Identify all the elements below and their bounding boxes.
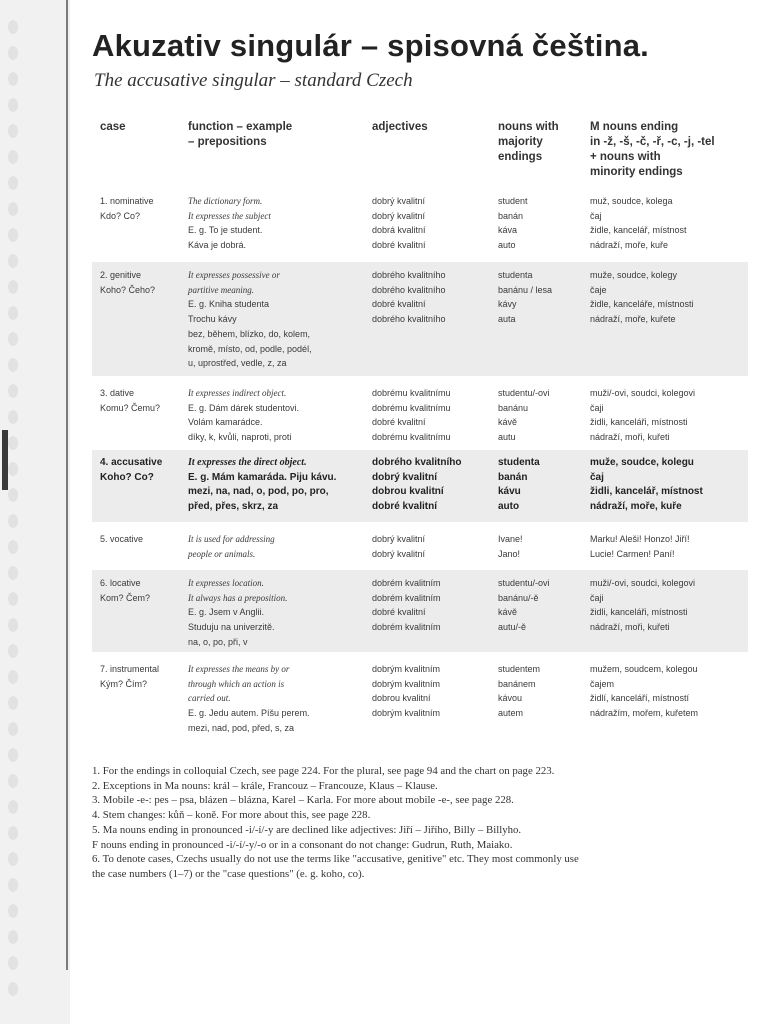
cell-case [100, 576, 186, 605]
minority-line: židli, kancelář, místnost [590, 486, 703, 498]
footnote-line: 2. Exceptions in Ma nouns: král – krále, Francouz – Francouze, Klaus – Klause. [92, 779, 438, 792]
function-line: na, o, po, při, v [188, 636, 248, 647]
header-majority-line: nouns with [498, 121, 559, 133]
cell-minority [590, 268, 748, 327]
header-majority [498, 120, 559, 165]
case-line: 6. locative [100, 578, 141, 588]
function-line: It expresses the means by or [188, 664, 290, 674]
majority-line: studenta [498, 270, 533, 280]
majority-line: studentem [498, 664, 541, 674]
minority-line: Lucie! Carmen! Paní! [590, 548, 675, 559]
cell-majority [498, 268, 586, 327]
binder-hole [8, 696, 18, 710]
cell-function [188, 386, 360, 445]
cell-function [188, 194, 360, 253]
binder-hole [8, 670, 18, 684]
function-line: E. g. Dám dárek studentovi. [188, 402, 300, 413]
binder-hole [8, 358, 18, 372]
minority-line: muži/-ovi, soudci, kolegovi [590, 578, 696, 588]
cell-majority [498, 386, 586, 445]
majority-line: student [498, 196, 528, 206]
function-line: The dictionary form. [188, 196, 263, 206]
page-subtitle: The accusative singular – standard Czech [94, 70, 413, 91]
page-title: Akuzativ singulár – spisovná čeština. [92, 28, 649, 63]
adjectives-line: dobrý kvalitní [372, 548, 426, 559]
case-line: 7. instrumental [100, 664, 160, 674]
minority-line: čaji [590, 592, 604, 603]
cell-minority [590, 532, 748, 561]
cell-case [100, 456, 186, 485]
cell-majority [498, 456, 586, 515]
edge-tab-mark [2, 430, 8, 490]
majority-line: banánu/-ě [498, 592, 539, 603]
adjectives-line: dobrém kvalitním [372, 578, 441, 588]
binder-hole [8, 982, 18, 996]
majority-line: autu/-ě [498, 622, 527, 633]
case-line: Komu? Čemu? [100, 402, 161, 413]
minority-line: židli, kanceláři, místnosti [590, 417, 688, 428]
majority-line: káva [498, 225, 518, 236]
binder-hole [8, 98, 18, 112]
majority-line: studentu/-ovi [498, 388, 550, 398]
cell-function [188, 576, 360, 650]
majority-line: banánem [498, 678, 536, 689]
binder-hole [8, 280, 18, 294]
table-row [92, 526, 748, 566]
binder-hole [8, 540, 18, 554]
minority-line: mužem, soudcem, kolegou [590, 664, 698, 674]
case-line: 2. genitive [100, 270, 142, 280]
binder-hole [8, 826, 18, 840]
function-line: E. g. To je student. [188, 225, 263, 236]
adjectives-line: dobrého kvalitního [372, 284, 446, 295]
footnote-line: 3. Mobile -e-: pes – psa, blázen – blázna, Karel – Karla. For more about mobile -e-, see page 228. [92, 794, 514, 807]
adjectives-line: dobrou kvalitní [372, 486, 444, 498]
binder-hole [8, 722, 18, 736]
cell-case [100, 662, 186, 691]
minority-line: čaj [590, 471, 604, 483]
majority-line: auto [498, 240, 516, 251]
function-line: E. g. Kniha studenta [188, 299, 270, 310]
cell-adjectives [372, 456, 490, 515]
footnote-line: 6. To denote cases, Czechs usually do not use the terms like "accusative, genitive" etc. They most commonly use [92, 853, 579, 866]
function-line: mezi, na, nad, o, pod, po, pro, [188, 486, 329, 498]
cell-majority [498, 194, 586, 253]
binder-hole [8, 46, 18, 60]
function-line: E. g. Mám kamaráda. Piju kávu. [188, 471, 337, 483]
minority-line: židli, kanceláři, místnosti [590, 607, 688, 618]
binder-hole [8, 176, 18, 190]
minority-line: muži/-ovi, soudci, kolegovi [590, 388, 696, 398]
binder-hole [8, 878, 18, 892]
adjectives-line: dobrou kvalitní [372, 693, 431, 704]
function-line: It expresses the subject [188, 210, 271, 221]
footnote-line: F nouns ending in pronounced -i/-í/-y/-o or in a consonant do not change: Gudrun, Ruth, Maiako. [92, 838, 513, 851]
header-function-line: function – example [188, 121, 293, 133]
minority-line: židle, kanceláře, místnosti [590, 299, 694, 310]
adjectives-line: dobrá kvalitní [372, 225, 426, 236]
binder-hole [8, 514, 18, 528]
minority-line: nádraží, moře, kuře [590, 501, 682, 513]
cell-minority [590, 194, 748, 253]
adjectives-line: dobrého kvalitního [372, 270, 446, 280]
majority-line: autem [498, 708, 524, 719]
majority-line: auta [498, 314, 516, 325]
case-line: Kým? Čím? [100, 678, 148, 689]
function-line: Studuju na univerzitě. [188, 622, 275, 633]
footnote-line: the case numbers (1–7) or the "case questions" (e. g. koho, co). [92, 867, 365, 880]
binder-hole [8, 124, 18, 138]
cell-adjectives [372, 532, 490, 561]
cell-minority [590, 386, 748, 445]
majority-line: banán [498, 210, 524, 221]
cell-case [100, 532, 186, 547]
cell-adjectives [372, 268, 490, 327]
minority-line: muže, soudce, kolegu [590, 457, 694, 468]
adjectives-line: dobrého kvalitního [372, 314, 446, 325]
table-row [92, 262, 748, 376]
binder-hole [8, 852, 18, 866]
binder-hole [8, 904, 18, 918]
minority-line: židle, kancelář, místnost [590, 225, 687, 236]
function-line: carried out. [188, 693, 231, 704]
footnote-line: 4. Stem changes: kůň – koně. For more about this, see page 228. [92, 809, 371, 822]
function-line: E. g. Jsem v Anglii. [188, 607, 265, 618]
function-line: díky, k, kvůli, naproti, proti [188, 432, 292, 443]
binder-hole [8, 462, 18, 476]
cell-adjectives [372, 576, 490, 635]
adjectives-line: dobré kvalitní [372, 299, 426, 310]
binder-hole [8, 306, 18, 320]
binder-hole [8, 774, 18, 788]
table-row [92, 450, 748, 522]
adjectives-line: dobrým kvalitním [372, 708, 441, 719]
case-line: Koho? Čeho? [100, 284, 156, 295]
function-line: u, uprostřed, vedle, z, za [188, 358, 287, 369]
function-line: It is used for addressing [188, 534, 275, 544]
cell-adjectives [372, 386, 490, 445]
minority-line: muže, soudce, kolegy [590, 270, 678, 280]
header-function [188, 120, 292, 150]
majority-line: kávě [498, 607, 518, 618]
binder-hole [8, 644, 18, 658]
adjectives-line: dobrým kvalitním [372, 664, 441, 674]
table-row [92, 188, 748, 258]
cell-minority [590, 576, 748, 635]
function-line: people or animals. [188, 548, 256, 559]
majority-line: kávy [498, 299, 517, 310]
minority-line: židlí, kanceláří, místností [590, 693, 690, 704]
minority-line: Marku! Aleši! Honzo! Jiří! [590, 534, 690, 544]
cell-adjectives [372, 662, 490, 721]
function-line: kromě, místo, od, podle, podél, [188, 343, 312, 354]
header-minority-line: minority endings [590, 166, 683, 178]
case-line: 1. nominative [100, 196, 154, 206]
header-minority-line: in -ž, -š, -č, -ř, -c, -j, -tel [590, 136, 715, 148]
adjectives-line: dobrý kvalitní [372, 534, 426, 544]
function-line: Káva je dobrá. [188, 240, 247, 251]
adjectives-line: dobré kvalitní [372, 240, 426, 251]
binder-hole [8, 384, 18, 398]
adjectives-line: dobrým kvalitním [372, 678, 441, 689]
function-line: před, přes, skrz, za [188, 501, 279, 513]
binder-hole [8, 254, 18, 268]
header-minority-line: + nouns with [590, 151, 661, 163]
binder-hole [8, 410, 18, 424]
header-minority [590, 120, 715, 180]
footnote-line: 5. Ma nouns ending in pronounced -i/-í/-y are declined like adjectives: Jiří – Jiřího, Billy – Billyho. [92, 823, 522, 836]
minority-line: nádražím, mořem, kuřetem [590, 708, 699, 719]
footnotes [92, 764, 748, 882]
footnote-line: 1. For the endings in colloquial Czech, see page 224. For the plural, see page 94 and the chart on page 223. [92, 765, 555, 777]
cell-function [188, 456, 360, 515]
cell-function [188, 532, 360, 561]
majority-line: banán [498, 471, 528, 483]
majority-line: Jano! [498, 548, 521, 559]
minority-line: čaji [590, 402, 604, 413]
adjectives-line: dobrém kvalitním [372, 622, 441, 633]
case-line: 3. dative [100, 388, 135, 398]
table-row [92, 656, 748, 748]
majority-line: kávu [498, 486, 521, 498]
adjectives-line: dobrého kvalitního [372, 457, 462, 468]
function-line: It expresses possessive or [188, 270, 280, 280]
minority-line: čaje [590, 284, 607, 295]
adjectives-line: dobrý kvalitní [372, 210, 426, 221]
function-line: E. g. Jedu autem. Píšu perem. [188, 708, 310, 719]
minority-line: nádraží, moři, kuřeti [590, 622, 670, 633]
majority-line: studentu/-ovi [498, 578, 550, 588]
minority-line: nádraží, moře, kuře [590, 240, 669, 251]
table-row [92, 380, 748, 446]
majority-line: auto [498, 501, 520, 513]
header-minority-line: M nouns ending [590, 121, 679, 133]
adjectives-line: dobrý kvalitní [372, 196, 426, 206]
minority-line: čaj [590, 210, 602, 221]
function-line: mezi, nad, pod, před, s, za [188, 722, 295, 733]
adjectives-line: dobrý kvalitní [372, 471, 438, 483]
cell-function [188, 662, 360, 736]
minority-line: čajem [590, 678, 615, 689]
adjectives-line: dobré kvalitní [372, 501, 438, 513]
cell-majority [498, 576, 586, 635]
case-line: 5. vocative [100, 534, 144, 544]
binder-hole [8, 150, 18, 164]
cell-minority [590, 662, 748, 721]
binder-hole [8, 592, 18, 606]
adjectives-line: dobrému kvalitnímu [372, 432, 451, 443]
minority-line: nádraží, moři, kuřeti [590, 432, 670, 443]
function-line: It always has a preposition. [188, 592, 288, 603]
header-majority-line: majority [498, 136, 543, 148]
case-line: Kom? Čem? [100, 592, 151, 603]
majority-line: kávou [498, 693, 523, 704]
adjectives-line: dobrém kvalitním [372, 592, 441, 603]
adjectives-line: dobré kvalitní [372, 417, 426, 428]
binder-hole [8, 800, 18, 814]
binder-hole [8, 228, 18, 242]
header-function-line: – prepositions [188, 136, 267, 148]
adjectives-line: dobrému kvalitnímu [372, 402, 451, 413]
majority-line: banánu / lesa [498, 284, 553, 295]
table-header [92, 120, 748, 184]
table-row [92, 570, 748, 652]
adjectives-line: dobré kvalitní [372, 607, 426, 618]
case-line: Kdo? Co? [100, 210, 141, 221]
cell-function [188, 268, 360, 371]
binder-hole [8, 72, 18, 86]
minority-line: nádraží, moře, kuřete [590, 314, 676, 325]
majority-line: autu [498, 432, 516, 443]
binder-hole [8, 488, 18, 502]
binder-hole [8, 748, 18, 762]
binder-hole [8, 202, 18, 216]
function-line: partitive meaning. [188, 284, 254, 295]
majority-line: studenta [498, 457, 540, 468]
cell-case [100, 386, 186, 415]
majority-line: kávě [498, 417, 518, 428]
case-line: Koho? Co? [100, 471, 154, 483]
function-line: Volám kamarádce. [188, 417, 263, 428]
cell-minority [590, 456, 748, 515]
header-adjectives: adjectives [372, 121, 428, 133]
function-line: bez, během, blízko, do, kolem, [188, 328, 311, 339]
header-majority-line: endings [498, 151, 543, 163]
binder-hole [8, 956, 18, 970]
binder-hole [8, 436, 18, 450]
header-case: case [100, 121, 126, 133]
minority-line: muž, soudce, kolega [590, 196, 673, 206]
cell-case [100, 268, 186, 297]
binder-hole [8, 566, 18, 580]
majority-line: banánu [498, 402, 529, 413]
cell-case [100, 194, 186, 223]
binder-hole [8, 930, 18, 944]
majority-line: Ivane! [498, 534, 523, 544]
adjectives-line: dobrému kvalitnímu [372, 388, 451, 398]
binder-hole [8, 332, 18, 346]
binder-hole [8, 20, 18, 34]
function-line: It expresses location. [188, 578, 264, 588]
function-line: It expresses indirect object. [188, 388, 287, 398]
binder-hole [8, 618, 18, 632]
function-line: through which an action is [188, 678, 285, 689]
function-line: It expresses the direct object. [188, 457, 307, 468]
case-line: 4. accusative [100, 457, 163, 468]
function-line: Trochu kávy [188, 314, 237, 325]
cell-majority [498, 532, 586, 561]
binder-fold-line [66, 0, 68, 970]
binder-margin [0, 0, 70, 1024]
cell-adjectives [372, 194, 490, 253]
cell-majority [498, 662, 586, 721]
